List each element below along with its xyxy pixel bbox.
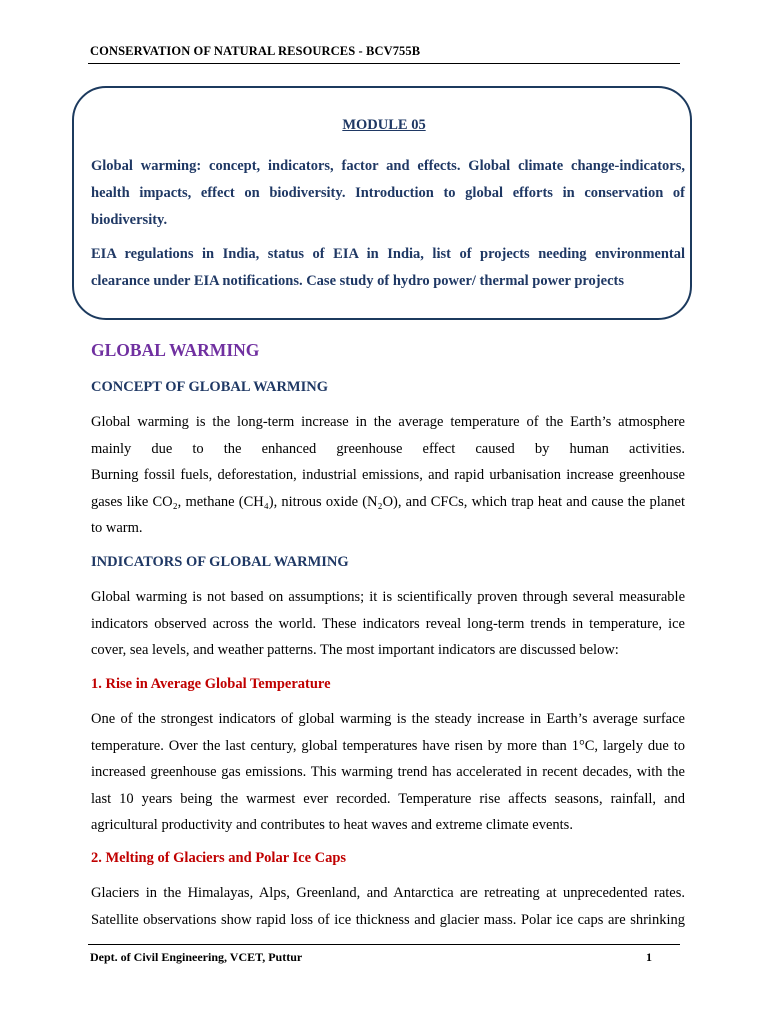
module-title: MODULE 05	[342, 117, 426, 133]
section-title-global-warming: GLOBAL WARMING	[91, 340, 260, 360]
heading-concept: CONCEPT OF GLOBAL WARMING	[91, 379, 328, 395]
text-line: Global warming is the long-term increase in the average temperature of the Earth’s atmosphere	[91, 414, 685, 430]
text-line: Burning fossil fuels, deforestation, industrial emissions, and rapid urbanisation increase greenhouse	[91, 467, 685, 484]
text-line: increased greenhouse gas emissions. This warming trend has accelerated in recent decades, with the	[91, 764, 685, 781]
text-line: last 10 years being the warmest ever recorded. Temperature rise affects seasons, rainfall, and	[91, 790, 685, 807]
text-line: Satellite observations show rapid loss of ice thickness and glacier mass. Polar ice caps are shrinking	[91, 911, 685, 928]
text-line: Glaciers in the Himalayas, Alps, Greenland, and Antarctica are retreating at unprecedented rates.	[91, 885, 685, 901]
syllabus-line: health impacts, effect on biodiversity. Introduction to global efforts in conservation of	[91, 185, 685, 201]
text-line: mainly due to the enhanced greenhouse effect caused by human activities.	[91, 440, 685, 457]
paragraph-indicators	[91, 584, 685, 664]
text-line: gases like CO₂, methane (CH₄), nitrous oxide (N₂O), and CFCs, which trap heat and cause the planet	[91, 493, 685, 510]
paragraph-rise-temperature	[91, 706, 685, 839]
syllabus-line: biodiversity.	[91, 212, 168, 228]
page-number: 1	[646, 950, 652, 964]
heading-melting-glaciers: 2. Melting of Glaciers and Polar Ice Caps	[91, 850, 347, 866]
module-syllabus-part2	[91, 241, 685, 295]
module-syllabus-part1	[91, 153, 685, 234]
text-line: Global warming is not based on assumptions; it is scientifically proven through several measurable	[91, 589, 685, 605]
syllabus-line: EIA regulations in India, status of EIA in India, list of projects needing environmental	[91, 246, 685, 262]
running-header: CONSERVATION OF NATURAL RESOURCES - BCV755B	[90, 44, 421, 58]
syllabus-line: clearance under EIA notifications. Case study of hydro power/ thermal power projects	[91, 273, 624, 289]
header-rule	[88, 63, 680, 64]
heading-rise-temperature: 1. Rise in Average Global Temperature	[91, 676, 331, 692]
text-line: One of the strongest indicators of global warming is the steady increase in Earth’s average surface	[91, 711, 685, 727]
text-line: agricultural productivity and contributes to heat waves and extreme climate events.	[91, 817, 573, 834]
text-line: cover, sea levels, and weather patterns. The most important indicators are discussed below:	[91, 642, 619, 659]
footer-rule	[88, 944, 680, 945]
footer-department: Dept. of Civil Engineering, VCET, Puttur	[90, 950, 303, 964]
text-line: indicators observed across the world. These indicators reveal long-term trends in temperature, ice	[91, 615, 685, 632]
paragraph-melting-glaciers	[91, 880, 685, 933]
syllabus-line: Global warming: concept, indicators, factor and effects. Global climate change-indicators,	[91, 158, 685, 174]
text-line: to warm.	[91, 520, 143, 537]
paragraph-concept	[91, 409, 685, 542]
heading-indicators: INDICATORS OF GLOBAL WARMING	[91, 554, 349, 570]
text-line: temperature. Over the last century, global temperatures have risen by more than 1°C, largely due to	[91, 737, 685, 754]
